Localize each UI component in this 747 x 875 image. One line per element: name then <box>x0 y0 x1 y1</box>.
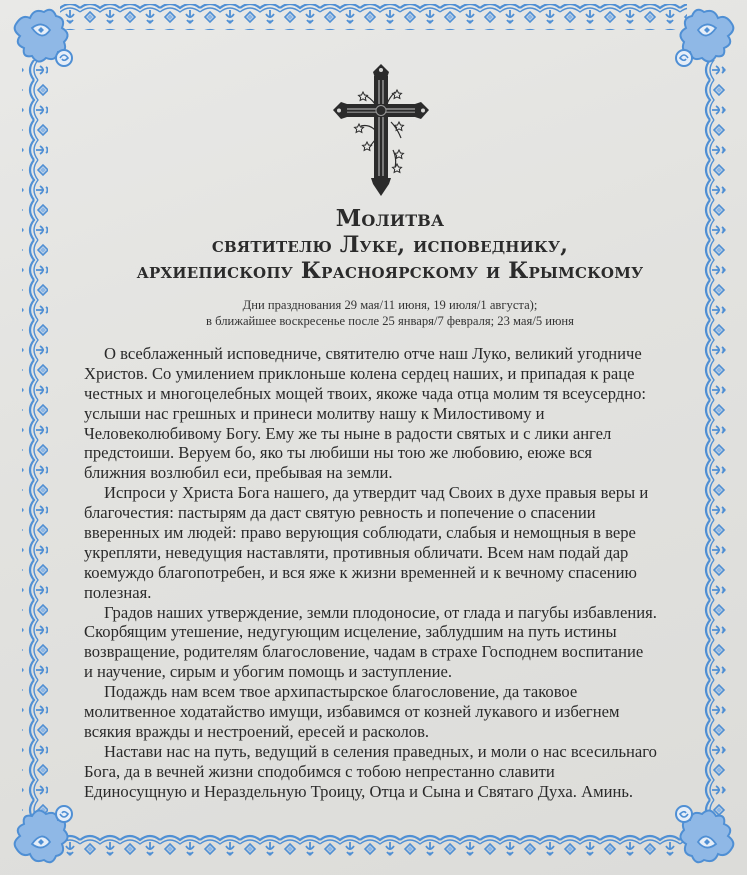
body-line: укрепляти, неведущия наставляти, противныя обличати. Всем нам подай дар <box>84 542 629 562</box>
body-line: Подаждь нам всем твое архипастырское благословение, да таковое <box>104 682 578 702</box>
body-line: честных и многоцелебных мощей твоих, якоже чада отца молим тя всеусердно: <box>84 383 647 403</box>
body-line: услыши нас грешных и принеси молитву нашу к Милостивому и <box>84 403 545 423</box>
body-line: благочестия: пастырям да даст святую ревность и попечение о спасении <box>84 503 596 523</box>
body-line: Испроси у Христа Бога нашего, да утвердит чад Своих в духе правыя веры и <box>104 483 649 503</box>
body-line: Человеколюбивому Богу. Ему же ты ныне в радости святых и с лики ангел <box>84 423 612 443</box>
orthodox-cross-icon <box>333 64 429 196</box>
body-line: и научение, сирым и убогим помощь и заступление. <box>84 662 452 682</box>
body-line: вверенных им людей: право верующия соблюдати, слабыя и немощныя в вере <box>84 523 636 543</box>
body-line: полезная. <box>84 582 152 602</box>
body-line: коемуждо благопотребен, и вся яже к жизни временней и к вечному спасению <box>84 562 637 582</box>
prayer-title <box>120 206 660 284</box>
body-line: всякия вражды и нестроений, ересей и расколов. <box>84 721 430 741</box>
feast-days-subtitle <box>120 297 660 329</box>
body-line: Единосущную и Нераздельную Троицу, Отца и Сына и Святаго Духа. Аминь. <box>84 781 634 801</box>
subtitle-line-1: Дни празднования 29 мая/11 июня, 19 июля/1 августа); <box>242 298 538 312</box>
body-line: ближния возлюбил еси, пребывая на земли. <box>84 463 393 483</box>
title-line-3: архиепископу Красноярскому и Крымскому <box>136 258 644 284</box>
body-line: Бога, да в вечней жизни сподобимся с тобою непрестанно славити <box>84 761 555 781</box>
title-line-2: святителю Луке, исповеднику, <box>211 232 569 258</box>
prayer-body <box>84 344 704 801</box>
body-line: Христов. Со умилением приклоньше колена сердец наших, и припадая к раце <box>84 363 635 383</box>
body-line: Скорбящим утешение, недугующим исцеление, заблудшим на путь истины <box>84 622 617 642</box>
body-line: молитвенное ходатайство имущи, избавимся от козней лукавого и избегнем <box>84 702 620 722</box>
body-line: возвращение, родителям благословение, чадам в страхе Господнем воспитание <box>84 642 644 662</box>
body-line: О всеблаженный исповедниче, святителю отче наш Луко, великий угодниче <box>104 344 642 363</box>
title-line-1: Молитва <box>335 205 445 232</box>
body-line: Настави нас на путь, ведущий в селения праведных, и моли о нас всесильнаго <box>104 741 657 761</box>
subtitle-line-2: в ближайшее воскресенье после 25 января/7 февраля; 23 мая/5 июня <box>206 314 574 328</box>
body-line: предстоиши. Веруем бо, яко ты любиши ны тою же любовию, еюже вся <box>84 443 593 463</box>
body-line: Градов наших утверждение, земли плодоносие, от глада и пагубы избавления. <box>104 602 657 622</box>
